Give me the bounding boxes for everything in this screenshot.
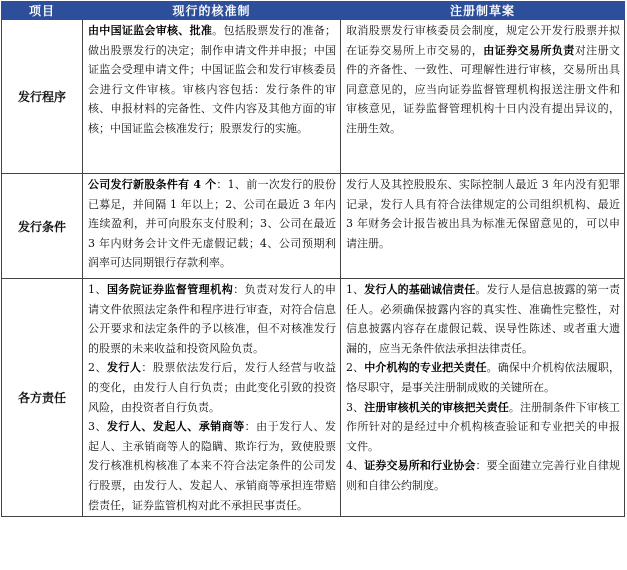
current-system-cell: [83, 174, 341, 279]
list-number: 2、: [88, 361, 107, 375]
body-text: ：由于发行人、发起人、主承销商等人的隐瞒、欺诈行为，致使股票发行核准机构核准了本来不符合法定条件的公司发行股票，由发行人、发起人、承销商等承担连带赔偿责任，证券监管机构对此不承担民事责任。: [88, 420, 337, 512]
table-row: [2, 279, 625, 517]
paragraph: [88, 417, 336, 515]
paragraph: [346, 21, 620, 139]
body-text: 。注册制条件下审核工作所针对的是经过中介机构核查验证和专业把关的申报文件。: [346, 400, 620, 453]
table-row: [2, 20, 625, 174]
body-text: 对注册文件的齐备性、一致性、可理解性进行审核，交易所出具同意意见的，应当向证券监督管理机构报送注册文件和审核意见，证券监督管理机构十日内没有提出异议的，注册生效。: [346, 43, 621, 135]
bold-text: 公司发行新股条件有 4 个: [88, 178, 217, 191]
body-text: 。包括股票发行的准备；做出股票发行的决定；制作申请文件并申报；中国证监会受理申请文件；中国证监会和发行审核委员会进行文件审核。审核内容包括：发行条件的审核、申报材料的完备性、文件内容及其他方面的审核；中国证监会核准发行；股票发行的实施。: [88, 24, 337, 135]
body-text: ：要全面建立完善行业自律规则和自律公约制度。: [346, 459, 620, 492]
current-system-cell: [83, 279, 341, 517]
row-label: 发行条件: [2, 174, 83, 279]
body-text: ：股票依法发行后，发行人经营与收益的变化，由发行人自行负责；由此变化引致的投资风险，由投资者自行负责。: [88, 361, 337, 414]
body-text: 发行人及其控股股东、实际控制人最近 3 年内没有犯罪记录，发行人具有符合法律规定的公司组织机构、最近 3 年财务会计报告被出具为标准无保留意见的，可以申请注册。: [346, 178, 620, 250]
header-item: 项目: [2, 2, 83, 20]
comparison-table: [1, 1, 625, 517]
bold-text: 发行人的基础诚信责任: [364, 283, 476, 296]
list-number: 3、: [346, 400, 365, 414]
list-number: 2、: [346, 361, 365, 375]
paragraph: [346, 456, 620, 495]
bold-text: 中介机构的专业把关责任: [364, 361, 487, 375]
registration-draft-cell: [341, 174, 625, 279]
body-text: 取消股票发行审核委员会制度，规定公开发行股票并拟在证券交易所上市交易的，: [346, 24, 620, 57]
paragraph: [346, 280, 620, 358]
paragraph: [346, 358, 620, 397]
body-text: 。确保中介机构依法履职，恪尽职守，是事关注册制成败的关键所在。: [346, 361, 620, 394]
row-label: 各方责任: [2, 279, 83, 517]
paragraph: [88, 21, 336, 139]
bold-text: 国务院证券监督管理机构: [106, 283, 234, 296]
bold-text: 由中国证监会审核、批准: [88, 24, 213, 37]
header-row: [2, 2, 625, 20]
header-current-system: 现行的核准制: [83, 2, 341, 20]
paragraph: [346, 398, 620, 457]
bold-text: 发行人、发起人、承销商等: [106, 420, 245, 434]
bold-text: 发行人: [106, 361, 142, 375]
paragraph: [88, 280, 336, 358]
paragraph: [346, 175, 620, 253]
list-number: 1、: [88, 283, 107, 296]
bold-text: 由证券交易所负责: [483, 43, 575, 57]
row-label: 发行程序: [2, 20, 83, 174]
list-number: 4、: [346, 459, 365, 473]
list-number: 3、: [88, 420, 107, 434]
registration-draft-cell: [341, 279, 625, 517]
current-system-cell: [83, 20, 341, 174]
body-text: ：1、前一次发行的股份已募足，并间隔 1 年以上；2、公司在最近 3 年内连续盈利，并可向股东支付股利；3、公司在最近 3 年内财务会计文件无虚假记载；4、公司预期利润率可达同期银行存款利率。: [88, 178, 337, 270]
paragraph: [88, 175, 336, 273]
registration-draft-cell: [341, 20, 625, 174]
body-text: ：负责对发行人的申请文件依照法定条件和程序进行审查，对符合信息公开要求和法定条件的予以核准，但不对核准发行的股票的未来收益和投资风险负责。: [88, 283, 337, 355]
table-row: [2, 174, 625, 279]
list-number: 1、: [346, 283, 365, 296]
header-registration-draft: 注册制草案: [341, 2, 625, 20]
bold-text: 注册审核机关的审核把关责任: [364, 400, 509, 414]
paragraph: [88, 358, 336, 417]
body-text: 。发行人是信息披露的第一责任人。必须确保披露内容的真实性、准确性完整性，对信息披露内容存在虚假记载、误导性陈述、或者重大遗漏的，应当无条件依法承担法律责任。: [346, 283, 620, 355]
bold-text: 证券交易所和行业协会: [364, 459, 476, 473]
